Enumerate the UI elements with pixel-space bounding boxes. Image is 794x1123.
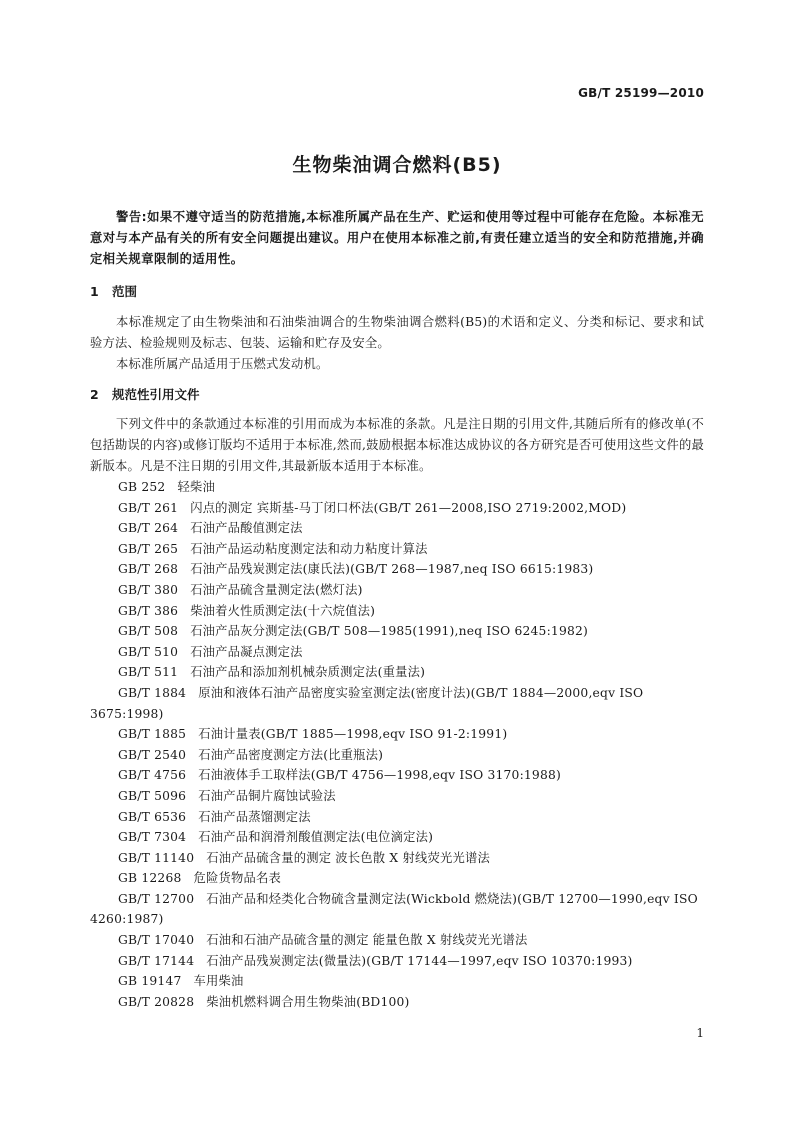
reference-item [90,827,704,848]
reference-title: 石油产品和添加剂机械杂质测定法(重量法) [190,665,426,680]
reference-list [90,477,704,1012]
reference-title: 柴油着火性质测定法(十六烷值法) [190,603,376,618]
reference-title: 石油产品铜片腐蚀试验法 [198,788,336,803]
reference-code: GB/T 268 [118,562,179,577]
reference-item [90,807,704,828]
normative-references-intro: 下列文件中的条款通过本标准的引用而成为本标准的条款。凡是注日期的引用文件,其随后所有的修改单(不包括勘误的内容)或修订版均不适用于本标准,然而,鼓励根据本标准达成协议的各方研究是否可使用这些文件的最新版本。凡是不注日期的引用文件,其最新版本适用于本标准。 [90,417,704,473]
reference-code: GB/T 11140 [118,850,195,865]
section-1-heading [90,282,137,300]
reference-title: 石油产品残炭测定法(康氏法)(GB/T 268—1987,neq ISO 6615:1983) [190,562,594,577]
reference-title: 柴油机燃料调合用生物柴油(BD100) [206,994,410,1009]
reference-code: GB/T 1884 [118,685,187,700]
reference-item [90,765,704,786]
reference-code: GB/T 12700 [118,891,195,906]
reference-item [90,848,704,869]
reference-item [90,971,704,992]
reference-title: 原油和液体石油产品密度实验室测定法(密度计法)(GB/T 1884—2000,eqv ISO 3675:1998) [90,685,644,721]
reference-code: GB/T 265 [118,541,179,556]
reference-code: GB 19147 [118,974,182,989]
reference-item [90,951,704,972]
reference-code: GB/T 7304 [118,830,187,845]
reference-item [90,889,704,930]
reference-item [90,559,704,580]
scope-applicability-paragraph: 本标准所属产品适用于压燃式发动机。 [116,357,329,371]
reference-title: 石油产品和润滑剂酸值测定法(电位滴定法) [198,830,434,845]
reference-item [90,621,704,642]
reference-code: GB/T 510 [118,644,179,659]
reference-code: GB/T 17144 [118,953,195,968]
reference-code: GB/T 511 [118,665,179,680]
reference-code: GB/T 380 [118,582,179,597]
reference-title: 石油液体手工取样法(GB/T 4756—1998,eqv ISO 3170:1988) [198,768,562,783]
reference-code: GB 252 [118,480,166,494]
document-title: 生物柴油调合燃料(B5) [292,154,502,176]
reference-item [90,498,704,519]
reference-title: 石油产品残炭测定法(微量法)(GB/T 17144—1997,eqv ISO 10370:1993) [206,953,633,968]
reference-code: GB/T 508 [118,624,179,639]
reference-title: 石油产品运动粘度测定法和动力粘度计算法 [190,541,428,556]
warning-paragraph: 警告:如果不遵守适当的防范措施,本标准所属产品在生产、贮运和使用等过程中可能存在危险。本标准无意对与本产品有关的所有安全问题提出建议。用户在使用本标准之前,有责任建立适当的安全和防范措施,并确定相关规章限制的适用性。 [90,210,704,266]
reference-item [90,539,704,560]
reference-item [90,518,704,539]
reference-item [90,601,704,622]
standard-number: GB/T 25199—2010 [578,86,704,100]
reference-title: 石油产品凝点测定法 [190,644,303,659]
reference-code: GB/T 20828 [118,994,195,1009]
section-2-number: 2 [90,387,99,402]
section-2-heading [90,385,200,403]
reference-item [90,724,704,745]
reference-item [90,868,704,889]
reference-title: 车用柴油 [193,974,244,989]
section-1-number: 1 [90,284,99,299]
reference-code: GB/T 4756 [118,768,187,783]
page-number: 1 [696,1026,704,1040]
reference-title: 闪点的测定 宾斯基-马丁闭口杯法(GB/T 261—2008,ISO 2719:2002,MOD) [190,500,627,515]
reference-title: 石油计量表(GB/T 1885—1998,eqv ISO 91-2:1991) [198,727,508,742]
reference-title: 石油产品硫含量的测定 波长色散 X 射线荧光光谱法 [206,850,490,865]
reference-code: GB/T 386 [118,603,179,618]
reference-title: 石油产品硫含量测定法(燃灯法) [190,582,363,597]
reference-code: GB/T 261 [118,500,179,515]
section-1-title: 范围 [112,284,138,299]
reference-item [90,930,704,951]
reference-title: 轻柴油 [177,480,215,494]
reference-item [90,477,704,498]
reference-code: GB 12268 [118,871,182,886]
reference-item [90,662,704,683]
reference-title: 石油产品和烃类化合物硫含量测定法(Wickbold 燃烧法)(GB/T 12700—1990,eqv ISO 4260:1987) [90,891,698,927]
reference-title: 石油产品灰分测定法(GB/T 508—1985(1991),neq ISO 6245:1982) [190,624,589,639]
reference-title: 石油和石油产品硫含量的测定 能量色散 X 射线荧光光谱法 [206,933,528,948]
section-2-title: 规范性引用文件 [112,387,200,402]
reference-title: 石油产品蒸馏测定法 [198,809,311,824]
reference-item [90,992,704,1013]
reference-code: GB/T 264 [118,521,179,536]
reference-item [90,786,704,807]
reference-title: 危险货物品名表 [193,871,281,886]
reference-item [90,580,704,601]
reference-code: GB/T 5096 [118,788,187,803]
reference-title: 石油产品密度测定方法(比重瓶法) [198,747,384,762]
reference-item [90,683,704,724]
reference-code: GB/T 2540 [118,747,187,762]
reference-code: GB/T 1885 [118,727,187,742]
scope-paragraph: 本标准规定了由生物柴油和石油柴油调合的生物柴油调合燃料(B5)的术语和定义、分类和标记、要求和试验方法、检验规则及标志、包装、运输和贮存及安全。 [90,315,704,350]
reference-item [90,745,704,766]
reference-code: GB/T 6536 [118,809,187,824]
reference-item [90,642,704,663]
reference-title: 石油产品酸值测定法 [190,521,303,536]
reference-code: GB/T 17040 [118,933,195,948]
